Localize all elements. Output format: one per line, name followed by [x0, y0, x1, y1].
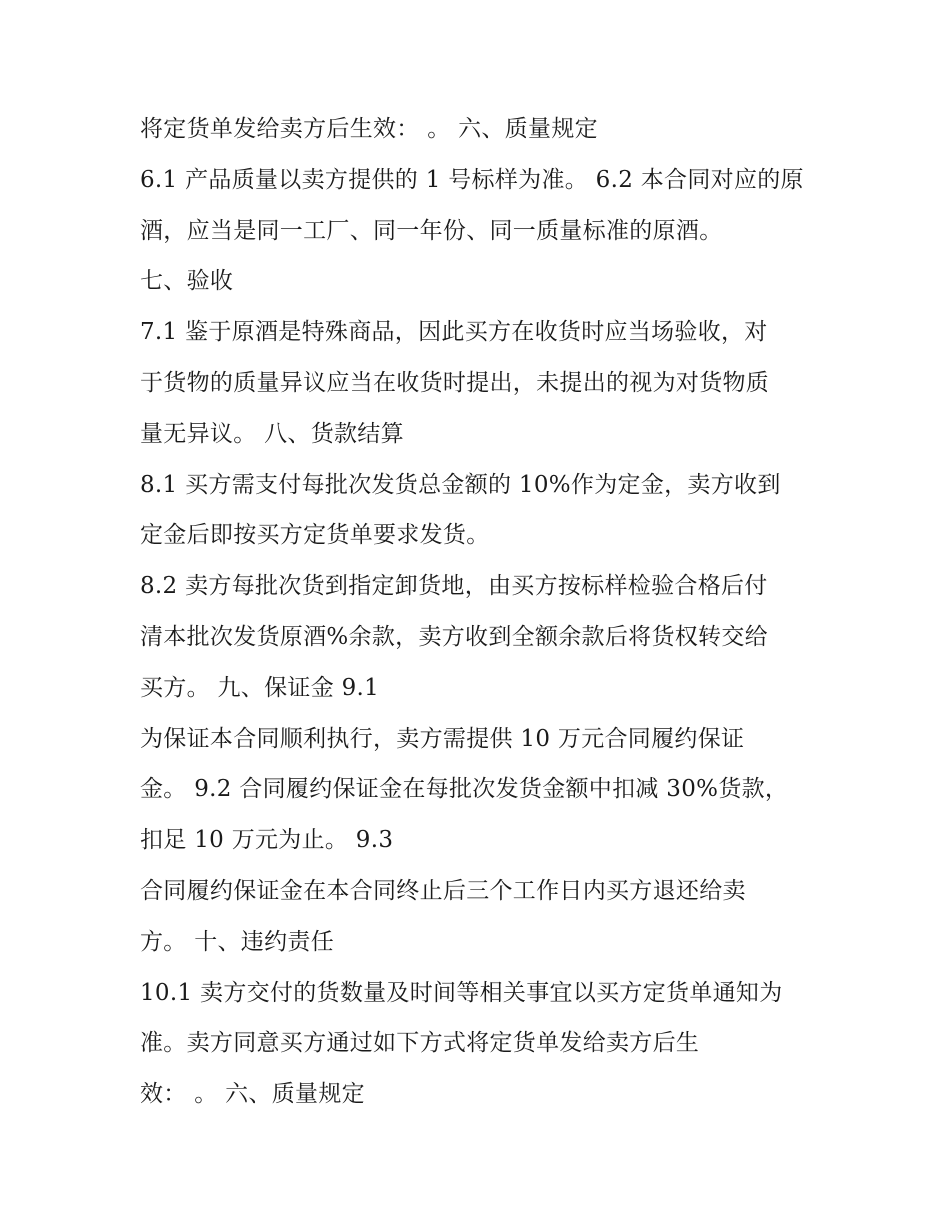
text-line: 6.1 产品质量以卖方提供的 1 号标样为准。 6.2 本合同对应的原 — [140, 166, 804, 193]
text-line: 8.1 买方需支付每批次发货总金额的 10%作为定金，卖方收到 — [140, 471, 781, 498]
text-line: 准。卖方同意买方通过如下方式将定货单发给卖方后生 — [140, 1030, 700, 1057]
text-line: 将定货单发给卖方后生效： 。 六、质量规定 — [140, 116, 598, 142]
text-line: 金。 9.2 合同履约保证金在每批次发货金额中扣减 30%货款， — [140, 776, 789, 803]
section-heading: 七、验收 — [140, 268, 234, 295]
text-line: 于货物的质量异议应当在收货时提出，未提出的视为对货物质 — [140, 369, 770, 396]
text-line: 扣足 10 万元为止。 9.3 — [140, 827, 394, 854]
text-line: 为保证本合同顺利执行，卖方需提供 10 万元合同履约保证 — [140, 725, 745, 752]
text-line: 方。 十、违约责任 — [140, 928, 335, 955]
text-line: 定金后即按买方定货单要求发货。 — [140, 522, 490, 549]
text-line: 清本批次发货原酒%余款，卖方收到全额余款后将货权转交给 — [140, 623, 768, 650]
document-body — [140, 108, 820, 1124]
text-line: 合同履约保证金在本合同终止后三个工作日内买方退还给卖 — [140, 877, 746, 904]
text-line: 10.1 卖方交付的货数量及时间等相关事宜以买方定货单通知为 — [140, 979, 783, 1006]
text-line: 7.1 鉴于原酒是特殊商品，因此买方在收货时应当场验收，对 — [140, 319, 768, 346]
text-line: 量无异议。 八、货款结算 — [140, 420, 404, 447]
text-line: 买方。 九、保证金 9.1 — [140, 674, 380, 701]
text-line: 酒，应当是同一工厂、同一年份、同一质量标准的原酒。 — [140, 217, 723, 244]
text-line: 效： 。 六、质量规定 — [140, 1081, 365, 1108]
text-line: 8.2 卖方每批次货到指定卸货地，由买方按标样检验合格后付 — [140, 573, 768, 600]
